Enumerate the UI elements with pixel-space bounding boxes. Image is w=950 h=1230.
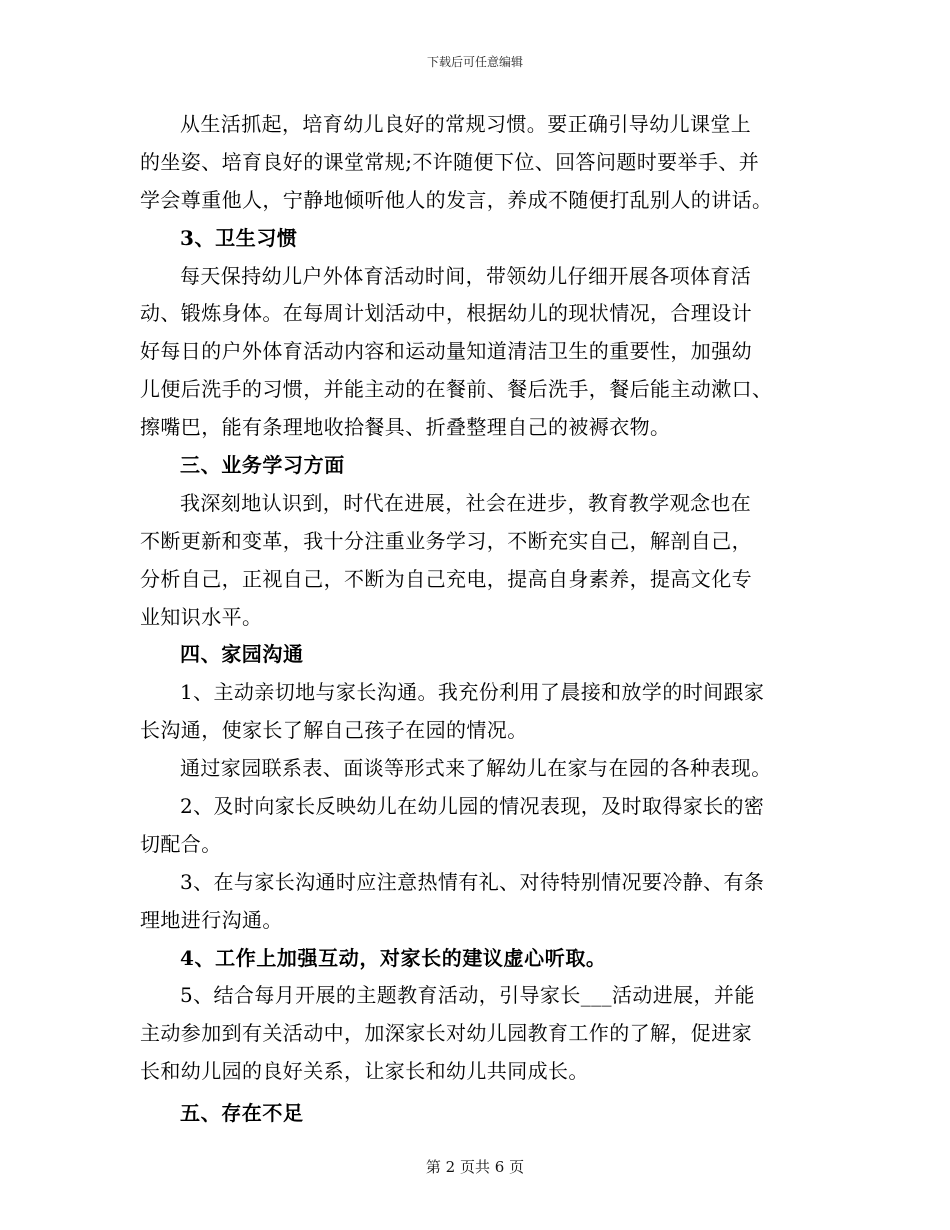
body-line: 分析自己，正视自己，不断为自己充电，提高自身素养，提高文化专 (140, 566, 752, 591)
document-body (140, 106, 810, 1133)
body-line: 的坐姿、培育良好的课堂常规;不许随便下位、回答问题时要举手、并 (140, 149, 760, 174)
body-line: 儿便后洗手的习惯，并能主动的在餐前、餐后洗手，餐后能主动漱口、 (140, 377, 773, 402)
body-line: 好每日的户外体育活动内容和运动量知道清洁卫生的重要性，加强幼 (140, 339, 752, 364)
section-heading: 四、家园沟通 (180, 642, 304, 667)
body-line: 2、及时向家长反映幼儿在幼儿园的情况表现，及时取得家长的密 (180, 794, 765, 819)
body-line: 通过家园联系表、面谈等形式来了解幼儿在家与在园的各种表现。 (180, 756, 772, 781)
section-heading: 五、存在不足 (180, 1101, 304, 1126)
body-line: 我深刻地认识到，时代在进展，社会在进步，教育教学观念也在 (180, 490, 752, 515)
body-line: 长和幼儿园的良好关系，让家长和幼儿共同成长。 (140, 1059, 589, 1084)
section-heading: 3、卫生习惯 (180, 225, 298, 250)
body-line: 擦嘴巴，能有条理地收拾餐具、折叠整理自己的被褥衣物。 (140, 415, 671, 440)
body-line: 3、在与家长沟通时应注意热情有礼、对待特别情况要冷静、有条 (180, 869, 765, 894)
page-header: 下载后可任意编辑 (426, 55, 523, 69)
body-line: 5、结合每月开展的主题教育活动，引导家长___活动进展，并能 (180, 983, 755, 1008)
body-line: 从生活抓起，培育幼儿良好的常规习惯。要正确引导幼儿课堂上 (180, 112, 752, 136)
body-line: 动、锻炼身体。在每周计划活动中，根据幼儿的现状情况，合理设计 (140, 301, 752, 326)
body-line: 切配合。 (140, 831, 222, 856)
section-heading: 4、工作上加强互动，对家长的建议虚心听取。 (180, 945, 607, 970)
body-line: 业知识水平。 (140, 604, 263, 629)
body-line: 学会尊重他人，宁静地倾听他人的发言，养成不随便打乱别人的讲话。 (140, 187, 773, 212)
body-line: 每天保持幼儿户外体育活动时间，带领幼儿仔细开展各项体育活 (180, 263, 752, 288)
body-line: 1、主动亲切地与家长沟通。我充份利用了晨接和放学的时间跟家 (180, 680, 765, 705)
body-line: 主动参加到有关活动中，加深家长对幼儿园教育工作的了解，促进家 (140, 1021, 752, 1046)
page-footer: 第 2 页共 6 页 (425, 1158, 525, 1176)
section-heading: 三、业务学习方面 (180, 453, 345, 478)
body-line: 理地进行沟通。 (140, 907, 283, 932)
body-line: 长沟通，使家长了解自己孩子在园的情况。 (140, 718, 528, 743)
body-line: 不断更新和变革，我十分注重业务学习，不断充实自己，解剖自己， (140, 528, 752, 553)
